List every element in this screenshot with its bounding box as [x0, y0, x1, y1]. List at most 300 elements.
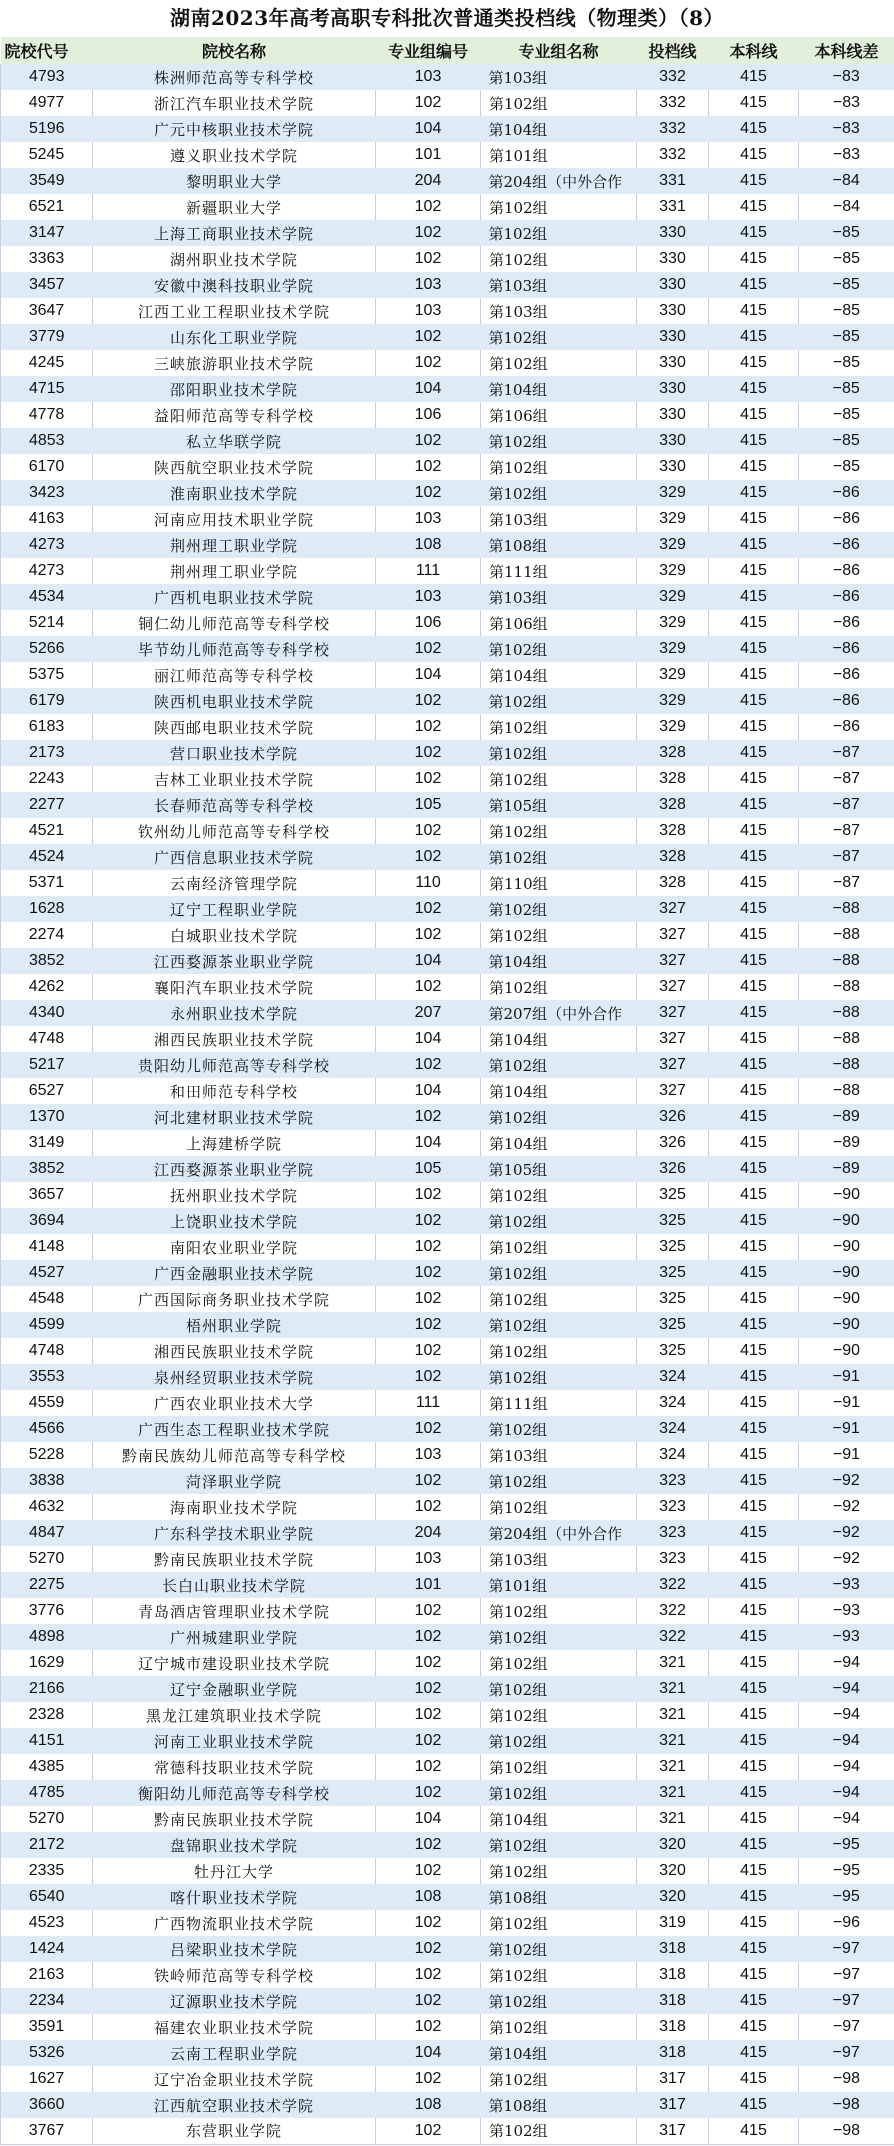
table-row [1, 974, 894, 1000]
cell-school-code: 4785 [1, 1780, 93, 1806]
cell-cutoff-score: 322 [637, 1598, 709, 1624]
cell-school-name: 河北建材职业技术学院 [153, 1108, 314, 1127]
cell-undergrad-line: 415 [740, 276, 767, 293]
table-row [1, 1338, 894, 1364]
cell-school-code: 6540 [1, 1884, 93, 1910]
cell-cutoff-score: 329 [659, 640, 686, 657]
cell-group-name: 第101组 [481, 142, 637, 168]
cell-undergrad-line: 415 [740, 68, 767, 85]
table-row [1, 1910, 894, 1936]
cell-undergrad-line: 415 [709, 1598, 799, 1624]
cell-cutoff-score: 321 [659, 1732, 686, 1749]
cell-line-difference: −89 [799, 1156, 894, 1182]
cell-cutoff-score: 330 [659, 380, 686, 397]
cell-group-number: 102 [376, 1650, 481, 1676]
cell-group-number: 102 [376, 1754, 481, 1780]
cell-line-difference: −88 [799, 1078, 894, 1104]
cell-school-name: 青岛酒店管理职业技术学院 [93, 1598, 376, 1624]
cell-school-name: 遵义职业技术学院 [93, 142, 376, 168]
cell-cutoff-score: 318 [637, 1962, 709, 1988]
cell-line-difference: −95 [799, 1884, 894, 1910]
cell-school-code: 3660 [1, 2092, 93, 2118]
cell-undergrad-line: 415 [740, 432, 767, 449]
cell-group-name: 第102组 [481, 1858, 637, 1884]
cell-group-number: 102 [414, 1368, 442, 1385]
cell-group-number: 102 [414, 484, 442, 501]
cell-group-name: 第102组 [481, 818, 637, 844]
cell-group-number: 204 [414, 172, 442, 189]
cell-group-number: 102 [414, 1784, 442, 1801]
cell-group-number: 105 [414, 796, 442, 813]
cell-school-name: 牡丹江大学 [93, 1858, 376, 1884]
cell-school-name: 陕西航空职业技术学院 [93, 454, 376, 480]
cell-group-number: 102 [414, 744, 442, 761]
cell-group-name: 第204组（中外合作 [488, 1524, 623, 1543]
cell-group-number: 106 [376, 610, 481, 636]
cell-group-number: 106 [376, 402, 481, 428]
cell-cutoff-score: 329 [637, 610, 709, 636]
table-row [1, 1806, 894, 1832]
table-row [1, 1286, 894, 1312]
cell-group-number: 102 [376, 1702, 481, 1728]
cell-cutoff-score: 317 [659, 2096, 686, 2113]
cell-line-difference: −87 [799, 766, 894, 792]
table-row [1, 64, 894, 90]
table-row [1, 1572, 894, 1598]
cell-school-name: 贵阳幼儿师范高等专科学校 [137, 1056, 330, 1075]
cell-line-difference: −95 [799, 1832, 894, 1858]
cell-line-difference: −90 [799, 1208, 894, 1234]
cell-group-number: 103 [414, 588, 442, 605]
cell-undergrad-line: 415 [709, 142, 799, 168]
cell-cutoff-score: 324 [659, 1420, 686, 1437]
table-row [1, 1208, 894, 1234]
cell-line-difference: −85 [799, 454, 894, 480]
cell-group-number: 102 [376, 2066, 481, 2092]
cell-group-number: 102 [376, 1494, 481, 1520]
cell-school-name: 海南职业技术学院 [93, 1494, 376, 1520]
table-row [1, 532, 894, 558]
table-row [1, 584, 894, 610]
cell-school-name: 云南经济管理学院 [93, 870, 376, 896]
cell-school-name: 东营职业学院 [93, 2118, 376, 2144]
cell-line-difference: −87 [799, 818, 894, 844]
cell-group-number: 102 [414, 692, 442, 709]
table-row [1, 2014, 894, 2040]
cell-group-name: 第102组 [481, 194, 637, 220]
cell-undergrad-line: 415 [740, 1368, 767, 1385]
cell-group-number: 102 [414, 640, 442, 657]
cell-school-name: 广元中核职业技术学院 [153, 120, 314, 139]
cell-undergrad-line: 415 [740, 1628, 767, 1645]
cell-cutoff-score: 319 [637, 1910, 709, 1936]
cell-undergrad-line: 415 [740, 536, 767, 553]
cell-undergrad-line: 415 [709, 1234, 799, 1260]
cell-line-difference: −83 [799, 116, 894, 142]
table-row [1, 324, 894, 350]
table-row [1, 1052, 894, 1078]
table-row [1, 168, 894, 194]
table-row [1, 2118, 894, 2144]
table-row [1, 1650, 894, 1676]
cell-school-name: 丽江师范高等专科学校 [93, 662, 376, 688]
cell-undergrad-line: 415 [709, 1286, 799, 1312]
cell-group-number: 102 [414, 1732, 442, 1749]
page-title: 湖南2023年高考高职专科批次普通类投档线（物理类）（8） [0, 0, 894, 37]
cell-line-difference: −85 [799, 350, 894, 376]
cell-cutoff-score: 320 [659, 1836, 686, 1853]
column-header-line-difference: 本科线差 [814, 42, 879, 61]
cell-school-code: 6170 [1, 454, 93, 480]
cell-cutoff-score: 325 [637, 1234, 709, 1260]
cell-school-name: 吕梁职业技术学院 [169, 1940, 298, 1959]
table-row [1, 1182, 894, 1208]
cell-undergrad-line: 415 [740, 1472, 767, 1489]
cell-school-code: 3776 [1, 1598, 93, 1624]
cell-group-name: 第111组 [481, 558, 637, 584]
cell-cutoff-score: 320 [659, 1888, 686, 1905]
table-row [1, 558, 894, 584]
cell-group-number: 102 [376, 1286, 481, 1312]
cell-school-code: 4715 [1, 376, 93, 402]
cell-group-number: 102 [414, 1264, 442, 1281]
cell-group-name: 第102组 [488, 848, 548, 867]
cell-group-name: 第207组（中外合作 [488, 1004, 623, 1023]
cell-school-code: 3423 [1, 480, 93, 506]
cell-school-code: 3591 [1, 2014, 93, 2040]
cell-undergrad-line: 415 [740, 1212, 767, 1229]
cell-undergrad-line: 415 [740, 588, 767, 605]
cell-cutoff-score: 327 [659, 900, 686, 917]
table-row [1, 506, 894, 532]
table-row [1, 1884, 894, 1910]
cell-undergrad-line: 415 [740, 1056, 767, 1073]
cell-school-code: 5245 [1, 142, 93, 168]
table-row [1, 1234, 894, 1260]
cell-undergrad-line: 415 [740, 952, 767, 969]
cell-group-name: 第102组 [481, 974, 637, 1000]
table-row [1, 792, 894, 818]
cell-group-number: 111 [376, 558, 481, 584]
table-row [1, 714, 894, 740]
cell-undergrad-line: 415 [709, 90, 799, 116]
cell-school-name: 黎明职业大学 [185, 172, 282, 191]
cell-school-name: 钦州幼儿师范高等专科学校 [93, 818, 376, 844]
table-row [1, 1026, 894, 1052]
cell-line-difference: −90 [799, 1182, 894, 1208]
cell-undergrad-line: 415 [709, 2014, 799, 2040]
table-row [1, 142, 894, 168]
cell-group-name: 第102组 [481, 1962, 637, 1988]
cell-undergrad-line: 415 [709, 1546, 799, 1572]
cell-line-difference: −86 [799, 610, 894, 636]
cell-cutoff-score: 325 [659, 1264, 686, 1281]
cell-school-name: 泉州经贸职业技术学院 [153, 1368, 314, 1387]
cell-line-difference: −90 [799, 1286, 894, 1312]
cell-group-number: 207 [414, 1004, 442, 1021]
cell-cutoff-score: 329 [659, 588, 686, 605]
cell-school-name: 南阳农业职业学院 [93, 1234, 376, 1260]
cell-group-name: 第104组 [488, 2044, 548, 2063]
cell-line-difference: −86 [799, 636, 894, 662]
cell-line-difference: −90 [799, 1234, 894, 1260]
cell-cutoff-score: 323 [637, 1494, 709, 1520]
cell-cutoff-score: 321 [659, 1680, 686, 1697]
cell-line-difference: −86 [799, 714, 894, 740]
cell-group-number: 104 [376, 1078, 481, 1104]
cell-undergrad-line: 415 [740, 1316, 767, 1333]
cell-group-number: 104 [414, 120, 442, 137]
cell-school-name: 湖州职业技术学院 [93, 246, 376, 272]
cell-group-name: 第105组 [488, 1160, 548, 1179]
cell-line-difference: −94 [799, 1806, 894, 1832]
cell-group-name: 第102组 [488, 1368, 548, 1387]
cell-group-name: 第103组 [481, 1546, 637, 1572]
cell-undergrad-line: 415 [740, 1940, 767, 1957]
cell-group-number: 102 [376, 922, 481, 948]
cell-group-name: 第102组 [481, 1754, 637, 1780]
cell-undergrad-line: 415 [709, 1078, 799, 1104]
cell-group-name: 第111组 [481, 1390, 637, 1416]
cell-line-difference: −83 [799, 64, 894, 90]
cell-line-difference: −88 [799, 948, 894, 974]
cell-group-name: 第102组 [488, 1628, 548, 1647]
cell-line-difference: −92 [799, 1494, 894, 1520]
cell-school-name: 辽宁城市建设职业技术学院 [93, 1650, 376, 1676]
table-row [1, 1390, 894, 1416]
cell-school-code: 2234 [1, 1988, 93, 2014]
cell-group-number: 102 [414, 1940, 442, 1957]
cell-undergrad-line: 415 [709, 610, 799, 636]
column-header-group-number: 专业组编号 [387, 42, 468, 61]
cell-group-name: 第102组 [488, 224, 548, 243]
cell-group-number: 103 [414, 68, 442, 85]
cell-group-name: 第106组 [481, 610, 637, 636]
cell-group-number: 104 [376, 1806, 481, 1832]
cell-group-number: 102 [376, 818, 481, 844]
cell-school-code: 4853 [1, 428, 93, 454]
cell-school-name: 上海建桥学院 [93, 1130, 376, 1156]
cell-line-difference: −87 [799, 740, 894, 766]
cell-cutoff-score: 330 [637, 350, 709, 376]
cell-cutoff-score: 332 [659, 120, 686, 137]
cell-school-code: 4847 [1, 1520, 93, 1546]
cell-cutoff-score: 330 [659, 224, 686, 241]
cell-undergrad-line: 415 [709, 1754, 799, 1780]
cell-line-difference: −93 [799, 1598, 894, 1624]
cell-group-number: 102 [414, 900, 442, 917]
cell-cutoff-score: 318 [637, 2014, 709, 2040]
cell-group-number: 102 [376, 974, 481, 1000]
cell-group-name: 第102组 [488, 1680, 548, 1699]
cell-line-difference: −84 [799, 194, 894, 220]
cell-cutoff-score: 329 [637, 506, 709, 532]
cell-school-name: 江西工业工程职业技术学院 [93, 298, 376, 324]
cell-cutoff-score: 329 [637, 558, 709, 584]
cell-line-difference: −90 [799, 1338, 894, 1364]
table-row [1, 1728, 894, 1754]
cell-line-difference: −97 [799, 1936, 894, 1962]
cell-cutoff-score: 330 [659, 276, 686, 293]
cell-group-name: 第102组 [481, 1702, 637, 1728]
cell-group-number: 108 [414, 536, 442, 553]
cell-school-code: 4898 [1, 1624, 93, 1650]
cell-school-name: 铜仁幼儿师范高等专科学校 [93, 610, 376, 636]
cell-group-number: 102 [376, 1182, 481, 1208]
cell-school-name: 河南工业职业技术学院 [153, 1732, 314, 1751]
cell-school-name: 菏泽职业学院 [185, 1472, 282, 1491]
cell-group-name: 第108组 [488, 2096, 548, 2115]
table-row [1, 2092, 894, 2118]
cell-line-difference: −86 [799, 506, 894, 532]
table-row [1, 740, 894, 766]
cell-school-name: 三峡旅游职业技术学院 [93, 350, 376, 376]
cell-undergrad-line: 415 [740, 1784, 767, 1801]
cell-cutoff-score: 329 [637, 662, 709, 688]
cell-line-difference: −92 [799, 1546, 894, 1572]
cell-school-code: 3149 [1, 1130, 93, 1156]
cell-school-code: 4599 [1, 1312, 93, 1338]
cell-school-name: 抚州职业技术学院 [93, 1182, 376, 1208]
cell-school-code: 3657 [1, 1182, 93, 1208]
cell-school-code: 2173 [1, 740, 93, 766]
cell-undergrad-line: 415 [740, 692, 767, 709]
cell-cutoff-score: 327 [659, 1056, 686, 1073]
table-row [1, 1364, 894, 1390]
cell-group-number: 102 [414, 1316, 442, 1333]
table-row [1, 896, 894, 922]
cell-undergrad-line: 415 [740, 900, 767, 917]
cell-cutoff-score: 329 [637, 714, 709, 740]
cell-group-name: 第104组 [488, 952, 548, 971]
cell-school-name: 湘西民族职业技术学院 [93, 1338, 376, 1364]
cell-line-difference: −85 [799, 324, 894, 350]
cell-cutoff-score: 326 [659, 1108, 686, 1125]
table-row [1, 1936, 894, 1962]
cell-school-name: 营口职业技术学院 [169, 744, 298, 763]
cell-line-difference: −86 [799, 584, 894, 610]
cell-line-difference: −89 [799, 1104, 894, 1130]
cell-line-difference: −87 [799, 870, 894, 896]
cell-school-name: 常德科技职业技术学院 [93, 1754, 376, 1780]
cell-group-name: 第102组 [481, 922, 637, 948]
cell-cutoff-score: 325 [659, 1212, 686, 1229]
cell-school-name: 辽宁工程职业学院 [169, 900, 298, 919]
cell-school-code: 3647 [1, 298, 93, 324]
table-row [1, 610, 894, 636]
cell-group-name: 第102组 [488, 1940, 548, 1959]
cell-group-name: 第102组 [488, 1316, 548, 1335]
cell-group-name: 第102组 [481, 1494, 637, 1520]
cell-group-name: 第102组 [488, 1264, 548, 1283]
column-header-undergrad-line: 本科线 [729, 42, 778, 61]
cell-undergrad-line: 415 [709, 1702, 799, 1728]
cell-group-number: 102 [376, 194, 481, 220]
cell-group-number: 102 [414, 1472, 442, 1489]
cell-undergrad-line: 415 [740, 796, 767, 813]
cell-group-number: 104 [414, 380, 442, 397]
cell-undergrad-line: 415 [709, 298, 799, 324]
table-row [1, 1754, 894, 1780]
cell-school-code: 4793 [1, 64, 93, 90]
cell-undergrad-line: 415 [709, 1026, 799, 1052]
cell-school-code: 2274 [1, 922, 93, 948]
cell-line-difference: −85 [799, 402, 894, 428]
cell-undergrad-line: 415 [740, 1264, 767, 1281]
cell-school-name: 长白山职业技术学院 [161, 1576, 306, 1595]
cell-school-name: 私立华联学院 [185, 432, 282, 451]
table-row [1, 454, 894, 480]
cell-line-difference: −84 [799, 168, 894, 194]
cell-cutoff-score: 325 [637, 1338, 709, 1364]
cell-undergrad-line: 415 [709, 1858, 799, 1884]
table-row [1, 922, 894, 948]
cell-group-name: 第102组 [488, 692, 548, 711]
cell-cutoff-score: 328 [659, 848, 686, 865]
cell-group-name: 第102组 [481, 90, 637, 116]
table-row [1, 1988, 894, 2014]
cell-group-number: 102 [414, 1056, 442, 1073]
cell-cutoff-score: 326 [659, 1160, 686, 1177]
cell-school-code: 5270 [1, 1806, 93, 1832]
cell-school-name: 和田师范专科学校 [93, 1078, 376, 1104]
table-row [1, 636, 894, 662]
cell-school-name: 广西物流职业技术学院 [93, 1910, 376, 1936]
cell-group-name: 第104组 [481, 662, 637, 688]
cell-cutoff-score: 322 [659, 1576, 686, 1593]
table-row [1, 116, 894, 142]
cell-cutoff-score: 317 [637, 2066, 709, 2092]
cell-undergrad-line: 415 [709, 1650, 799, 1676]
cell-cutoff-score: 325 [659, 1316, 686, 1333]
cell-cutoff-score: 331 [637, 194, 709, 220]
table-row [1, 870, 894, 896]
cell-school-name: 江西婺源茶业职业学院 [153, 952, 314, 971]
cell-school-name: 喀什职业技术学院 [169, 1888, 298, 1907]
cell-group-name: 第102组 [488, 432, 548, 451]
cell-line-difference: −83 [799, 142, 894, 168]
cell-line-difference: −86 [799, 662, 894, 688]
cell-group-name: 第102组 [481, 1234, 637, 1260]
cell-school-code: 5217 [1, 1052, 93, 1078]
cell-cutoff-score: 323 [659, 1524, 686, 1541]
cell-school-code: 3779 [1, 324, 93, 350]
cell-school-code: 6521 [1, 194, 93, 220]
cell-group-number: 102 [414, 224, 442, 241]
cell-undergrad-line: 415 [709, 246, 799, 272]
cell-cutoff-score: 328 [637, 818, 709, 844]
cell-school-code: 3553 [1, 1364, 93, 1390]
table-row [1, 1832, 894, 1858]
table-row [1, 376, 894, 402]
cell-cutoff-score: 330 [637, 298, 709, 324]
cell-school-code: 5375 [1, 662, 93, 688]
cell-group-name: 第102组 [481, 1910, 637, 1936]
cell-group-name: 第102组 [488, 484, 548, 503]
cell-group-name: 第108组 [488, 1888, 548, 1907]
cell-group-name: 第104组 [481, 1806, 637, 1832]
cell-school-name: 浙江汽车职业技术学院 [93, 90, 376, 116]
cell-school-code: 4245 [1, 350, 93, 376]
cell-line-difference: −87 [799, 844, 894, 870]
cell-cutoff-score: 321 [637, 1650, 709, 1676]
cell-school-name: 梧州职业学院 [185, 1316, 282, 1335]
cell-school-name: 广东科学技术职业学院 [153, 1524, 314, 1543]
cell-group-number: 102 [376, 1234, 481, 1260]
cell-group-name: 第102组 [488, 900, 548, 919]
table-row [1, 1676, 894, 1702]
cell-group-number: 102 [376, 1598, 481, 1624]
